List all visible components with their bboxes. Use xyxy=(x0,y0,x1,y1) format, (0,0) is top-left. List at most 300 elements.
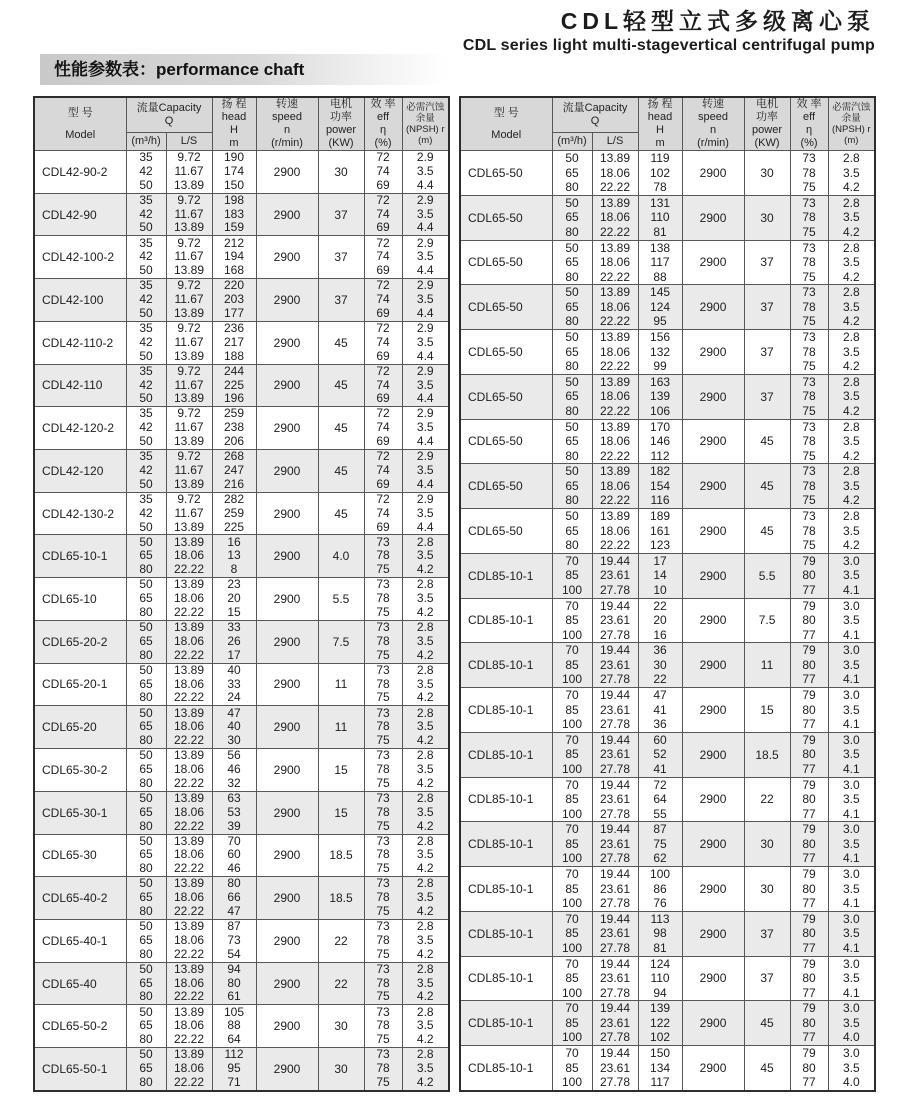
cell-npsh: 3.0 3.5 4.0 xyxy=(828,1046,875,1092)
cell-npsh: 2.9 3.5 4.4 xyxy=(402,279,449,322)
cell-eff: 79 80 77 xyxy=(790,822,828,867)
cell-power: 45 xyxy=(744,1001,790,1046)
cell-speed: 2900 xyxy=(256,321,318,364)
cell-head: 80 66 47 xyxy=(212,877,256,920)
table-row xyxy=(34,236,449,279)
table-row xyxy=(34,193,449,236)
cell-capacity: 50 65 80 xyxy=(126,663,166,706)
table-row xyxy=(34,279,449,322)
cell-head: 33 26 17 xyxy=(212,620,256,663)
cell-capacity: 70 85 100 xyxy=(552,867,592,912)
cell-npsh: 2.9 3.5 4.4 xyxy=(402,236,449,279)
cell-eff: 72 74 69 xyxy=(364,364,402,407)
cell-model: CDL65-20-2 xyxy=(34,620,126,663)
cell-model: CDL65-50 xyxy=(460,285,552,330)
cell-npsh: 2.8 3.5 4.2 xyxy=(402,877,449,920)
tables-container xyxy=(33,96,876,1090)
cell-head: 40 33 24 xyxy=(212,663,256,706)
cell-head: 139 122 102 xyxy=(638,1001,682,1046)
cell-head: 138 117 88 xyxy=(638,240,682,285)
col-header-eff: 效 率 eff η (%) xyxy=(364,97,402,151)
cell-head: 145 124 95 xyxy=(638,285,682,330)
cell-speed: 2900 xyxy=(682,374,744,419)
cell-capacity: 70 85 100 xyxy=(552,777,592,822)
cell-speed: 2900 xyxy=(256,578,318,621)
cell-head: 182 154 116 xyxy=(638,464,682,509)
col-header-model: 型 号 Model xyxy=(460,97,552,151)
cell-model: CDL85-10-1 xyxy=(460,688,552,733)
cell-model: CDL65-50 xyxy=(460,509,552,554)
cell-npsh: 2.8 3.5 4.2 xyxy=(402,578,449,621)
cell-ls: 13.89 18.06 22.22 xyxy=(166,620,212,663)
cell-ls: 13.89 18.06 22.22 xyxy=(592,509,638,554)
cell-ls: 19.44 23.61 27.78 xyxy=(592,956,638,1001)
cell-eff: 73 78 75 xyxy=(790,285,828,330)
cell-npsh: 2.8 3.5 4.2 xyxy=(402,962,449,1005)
cell-capacity: 35 42 50 xyxy=(126,321,166,364)
cell-npsh: 2.8 3.5 4.2 xyxy=(828,195,875,240)
cell-power: 37 xyxy=(744,240,790,285)
cell-power: 37 xyxy=(744,285,790,330)
cell-head: 259 238 206 xyxy=(212,407,256,450)
cell-power: 37 xyxy=(744,330,790,375)
cell-ls: 19.44 23.61 27.78 xyxy=(592,911,638,956)
cell-eff: 72 74 69 xyxy=(364,450,402,493)
table-row xyxy=(34,407,449,450)
cell-speed: 2900 xyxy=(256,749,318,792)
cell-head: 268 247 216 xyxy=(212,450,256,493)
cell-eff: 73 78 75 xyxy=(364,919,402,962)
table-row xyxy=(460,1046,875,1092)
cell-capacity: 35 42 50 xyxy=(126,407,166,450)
cell-power: 45 xyxy=(318,450,364,493)
cell-speed: 2900 xyxy=(256,236,318,279)
cell-speed: 2900 xyxy=(256,151,318,194)
cell-ls: 13.89 18.06 22.22 xyxy=(166,791,212,834)
table-row xyxy=(34,450,449,493)
cell-power: 30 xyxy=(318,151,364,194)
cell-speed: 2900 xyxy=(682,598,744,643)
table-row xyxy=(460,240,875,285)
cell-head: 212 194 168 xyxy=(212,236,256,279)
cell-model: CDL42-110 xyxy=(34,364,126,407)
cell-model: CDL65-40 xyxy=(34,962,126,1005)
table-row xyxy=(34,919,449,962)
cell-npsh: 3.0 3.5 4.0 xyxy=(828,1001,875,1046)
cell-head: 236 217 188 xyxy=(212,321,256,364)
table-row xyxy=(34,663,449,706)
cell-npsh: 3.0 3.5 4.1 xyxy=(828,553,875,598)
cell-head: 282 259 225 xyxy=(212,492,256,535)
cell-eff: 73 78 75 xyxy=(790,509,828,554)
cell-ls: 19.44 23.61 27.78 xyxy=(592,643,638,688)
table-row xyxy=(460,553,875,598)
cell-head: 113 98 81 xyxy=(638,911,682,956)
cell-head: 60 52 41 xyxy=(638,732,682,777)
cell-capacity: 35 42 50 xyxy=(126,279,166,322)
cell-capacity: 70 85 100 xyxy=(552,1001,592,1046)
cell-eff: 72 74 69 xyxy=(364,193,402,236)
cell-eff: 73 78 75 xyxy=(790,151,828,196)
cell-model: CDL65-20 xyxy=(34,706,126,749)
cell-capacity: 35 42 50 xyxy=(126,492,166,535)
cell-eff: 73 78 75 xyxy=(364,663,402,706)
section-title: 性能参数表：performance chaft xyxy=(54,60,305,79)
cell-head: 17 14 10 xyxy=(638,553,682,598)
cell-head: 70 60 46 xyxy=(212,834,256,877)
col-header-power: 电机 功率 power (KW) xyxy=(744,97,790,151)
cell-power: 37 xyxy=(744,911,790,956)
cell-model: CDL65-30 xyxy=(34,834,126,877)
cell-speed: 2900 xyxy=(256,706,318,749)
col-header-capacity: 流量Capacity Q xyxy=(552,97,638,133)
cell-ls: 9.72 11.67 13.89 xyxy=(166,193,212,236)
cell-ls: 9.72 11.67 13.89 xyxy=(166,321,212,364)
cell-speed: 2900 xyxy=(682,195,744,240)
cell-capacity: 50 65 80 xyxy=(126,919,166,962)
table-row xyxy=(460,822,875,867)
cell-model: CDL65-50 xyxy=(460,374,552,419)
col-header-power: 电机 功率 power (KW) xyxy=(318,97,364,151)
cell-npsh: 3.0 3.5 4.1 xyxy=(828,822,875,867)
cell-eff: 73 78 75 xyxy=(364,620,402,663)
cell-power: 7.5 xyxy=(318,620,364,663)
cell-eff: 73 78 75 xyxy=(364,962,402,1005)
table-row xyxy=(460,151,875,196)
table-row xyxy=(34,492,449,535)
cell-power: 37 xyxy=(318,236,364,279)
cell-power: 45 xyxy=(318,321,364,364)
cell-power: 18.5 xyxy=(744,732,790,777)
cell-npsh: 3.0 3.5 4.1 xyxy=(828,598,875,643)
cell-power: 37 xyxy=(318,279,364,322)
cell-ls: 13.89 18.06 22.22 xyxy=(166,962,212,1005)
cell-power: 15 xyxy=(744,688,790,733)
cell-speed: 2900 xyxy=(256,279,318,322)
cell-npsh: 2.9 3.5 4.4 xyxy=(402,364,449,407)
page-subtitle: CDL series light multi-stagevertical centrifugal pump xyxy=(462,37,875,54)
table-row xyxy=(34,877,449,920)
cell-eff: 79 80 77 xyxy=(790,867,828,912)
cell-capacity: 50 65 80 xyxy=(552,285,592,330)
cell-speed: 2900 xyxy=(682,285,744,330)
cell-ls: 9.72 11.67 13.89 xyxy=(166,279,212,322)
cell-model: CDL65-30-2 xyxy=(34,749,126,792)
col-header-model: 型 号 Model xyxy=(34,97,126,151)
cell-speed: 2900 xyxy=(256,535,318,578)
cell-eff: 72 74 69 xyxy=(364,151,402,194)
cell-speed: 2900 xyxy=(682,688,744,733)
cell-ls: 19.44 23.61 27.78 xyxy=(592,867,638,912)
col-header-capacity-ls: L/S xyxy=(166,133,212,151)
cell-model: CDL65-50 xyxy=(460,419,552,464)
cell-head: 119 102 78 xyxy=(638,151,682,196)
cell-eff: 79 80 77 xyxy=(790,777,828,822)
cell-capacity: 50 65 80 xyxy=(552,151,592,196)
cell-power: 30 xyxy=(744,195,790,240)
cell-ls: 9.72 11.67 13.89 xyxy=(166,450,212,493)
table-row xyxy=(460,1001,875,1046)
cell-npsh: 2.8 3.5 4.2 xyxy=(828,464,875,509)
cell-head: 87 73 54 xyxy=(212,919,256,962)
cell-head: 190 174 150 xyxy=(212,151,256,194)
cell-speed: 2900 xyxy=(256,620,318,663)
cell-speed: 2900 xyxy=(682,911,744,956)
table-row xyxy=(34,620,449,663)
cell-model: CDL85-10-1 xyxy=(460,956,552,1001)
cell-npsh: 2.8 3.5 4.2 xyxy=(828,419,875,464)
cell-power: 22 xyxy=(318,962,364,1005)
cell-power: 45 xyxy=(744,1046,790,1092)
table-row xyxy=(460,911,875,956)
cell-capacity: 70 85 100 xyxy=(552,553,592,598)
cell-npsh: 2.8 3.5 4.2 xyxy=(402,535,449,578)
cell-power: 30 xyxy=(318,1048,364,1091)
table-body-right xyxy=(460,151,875,1092)
cell-model: CDL65-20-1 xyxy=(34,663,126,706)
cell-model: CDL85-10-1 xyxy=(460,911,552,956)
cell-power: 30 xyxy=(744,151,790,196)
cell-eff: 73 78 75 xyxy=(364,535,402,578)
cell-model: CDL85-10-1 xyxy=(460,643,552,688)
cell-ls: 13.89 18.06 22.22 xyxy=(166,706,212,749)
cell-npsh: 2.8 3.5 4.2 xyxy=(828,509,875,554)
cell-capacity: 70 85 100 xyxy=(552,598,592,643)
cell-eff: 73 78 75 xyxy=(364,1048,402,1091)
cell-capacity: 50 65 80 xyxy=(126,706,166,749)
cell-power: 18.5 xyxy=(318,834,364,877)
cell-ls: 13.89 18.06 22.22 xyxy=(166,877,212,920)
cell-power: 22 xyxy=(318,919,364,962)
cell-capacity: 50 65 80 xyxy=(552,195,592,240)
cell-head: 22 20 16 xyxy=(638,598,682,643)
cell-power: 15 xyxy=(318,791,364,834)
cell-ls: 9.72 11.67 13.89 xyxy=(166,492,212,535)
cell-eff: 79 80 77 xyxy=(790,688,828,733)
cell-head: 72 64 55 xyxy=(638,777,682,822)
cell-npsh: 2.8 3.5 4.2 xyxy=(402,663,449,706)
cell-npsh: 3.0 3.5 4.1 xyxy=(828,732,875,777)
table-row xyxy=(460,777,875,822)
table-row xyxy=(34,791,449,834)
cell-power: 37 xyxy=(318,193,364,236)
cell-eff: 73 78 75 xyxy=(790,464,828,509)
cell-eff: 79 80 77 xyxy=(790,732,828,777)
cell-head: 105 88 64 xyxy=(212,1005,256,1048)
table-row xyxy=(34,834,449,877)
cell-head: 94 80 61 xyxy=(212,962,256,1005)
cell-power: 30 xyxy=(744,822,790,867)
cell-power: 45 xyxy=(744,419,790,464)
cell-model: CDL85-10-1 xyxy=(460,822,552,867)
cell-capacity: 50 65 80 xyxy=(126,535,166,578)
cell-speed: 2900 xyxy=(682,643,744,688)
table-row xyxy=(460,195,875,240)
cell-ls: 13.89 18.06 22.22 xyxy=(592,240,638,285)
table-row xyxy=(460,464,875,509)
cell-model: CDL65-40-2 xyxy=(34,877,126,920)
cell-eff: 79 80 77 xyxy=(790,911,828,956)
cell-model: CDL65-40-1 xyxy=(34,919,126,962)
cell-model: CDL65-30-1 xyxy=(34,791,126,834)
cell-ls: 9.72 11.67 13.89 xyxy=(166,364,212,407)
cell-speed: 2900 xyxy=(682,419,744,464)
cell-capacity: 35 42 50 xyxy=(126,236,166,279)
table-row xyxy=(460,509,875,554)
cell-model: CDL65-50-2 xyxy=(34,1005,126,1048)
cell-model: CDL42-100-2 xyxy=(34,236,126,279)
spec-table-right xyxy=(459,96,876,1092)
cell-eff: 73 78 75 xyxy=(790,374,828,419)
table-body-left xyxy=(34,151,449,1092)
cell-head: 124 110 94 xyxy=(638,956,682,1001)
cell-power: 37 xyxy=(744,956,790,1001)
cell-eff: 73 78 75 xyxy=(364,749,402,792)
table-header xyxy=(34,97,449,151)
cell-ls: 13.89 18.06 22.22 xyxy=(592,285,638,330)
cell-npsh: 2.8 3.5 4.2 xyxy=(828,151,875,196)
cell-speed: 2900 xyxy=(682,956,744,1001)
cell-capacity: 50 65 80 xyxy=(552,464,592,509)
cell-speed: 2900 xyxy=(682,553,744,598)
cell-capacity: 50 65 80 xyxy=(126,1005,166,1048)
col-header-capacity-m3h: (m³/h) xyxy=(126,133,166,151)
cell-model: CDL85-10-1 xyxy=(460,553,552,598)
cell-power: 45 xyxy=(318,492,364,535)
cell-eff: 79 80 77 xyxy=(790,598,828,643)
col-header-capacity: 流量Capacity Q xyxy=(126,97,212,133)
col-header-eff: 效 率 eff η (%) xyxy=(790,97,828,151)
cell-power: 11 xyxy=(318,663,364,706)
table-row xyxy=(460,732,875,777)
col-header-head: 扬 程 head H m xyxy=(638,97,682,151)
cell-head: 100 86 76 xyxy=(638,867,682,912)
cell-power: 11 xyxy=(744,643,790,688)
table-row xyxy=(34,578,449,621)
cell-capacity: 50 65 80 xyxy=(126,1048,166,1091)
cell-capacity: 70 85 100 xyxy=(552,911,592,956)
col-header-npsh: 必需汽蚀 余量 (NPSH) r (m) xyxy=(402,97,449,151)
page-title: CDL轻型立式多级离心泵 xyxy=(560,8,875,34)
cell-head: 220 203 177 xyxy=(212,279,256,322)
cell-capacity: 50 65 80 xyxy=(126,962,166,1005)
cell-power: 22 xyxy=(744,777,790,822)
cell-npsh: 2.8 3.5 4.2 xyxy=(402,1048,449,1091)
cell-model: CDL85-10-1 xyxy=(460,1046,552,1092)
cell-power: 45 xyxy=(318,407,364,450)
cell-head: 112 95 71 xyxy=(212,1048,256,1091)
cell-capacity: 70 85 100 xyxy=(552,688,592,733)
cell-eff: 79 80 77 xyxy=(790,956,828,1001)
col-header-capacity-m3h: (m³/h) xyxy=(552,133,592,151)
cell-npsh: 2.8 3.5 4.2 xyxy=(828,330,875,375)
cell-model: CDL85-10-1 xyxy=(460,867,552,912)
cell-speed: 2900 xyxy=(256,962,318,1005)
cell-head: 23 20 15 xyxy=(212,578,256,621)
table-row xyxy=(460,867,875,912)
cell-head: 16 13 8 xyxy=(212,535,256,578)
cell-eff: 73 78 75 xyxy=(364,877,402,920)
table-row xyxy=(34,151,449,194)
cell-npsh: 2.8 3.5 4.2 xyxy=(402,791,449,834)
cell-head: 170 146 112 xyxy=(638,419,682,464)
cell-ls: 13.89 18.06 22.22 xyxy=(166,834,212,877)
cell-speed: 2900 xyxy=(682,330,744,375)
section-header-bar xyxy=(40,54,470,85)
cell-power: 45 xyxy=(744,464,790,509)
cell-ls: 19.44 23.61 27.78 xyxy=(592,822,638,867)
cell-head: 47 41 36 xyxy=(638,688,682,733)
cell-npsh: 3.0 3.5 4.1 xyxy=(828,956,875,1001)
cell-model: CDL42-120-2 xyxy=(34,407,126,450)
cell-npsh: 3.0 3.5 4.1 xyxy=(828,867,875,912)
cell-model: CDL65-50 xyxy=(460,195,552,240)
table-row xyxy=(34,364,449,407)
cell-npsh: 2.8 3.5 4.2 xyxy=(402,1005,449,1048)
cell-power: 37 xyxy=(744,374,790,419)
table-row xyxy=(460,956,875,1001)
cell-ls: 13.89 18.06 22.22 xyxy=(592,330,638,375)
cell-model: CDL85-10-1 xyxy=(460,1001,552,1046)
cell-model: CDL65-50 xyxy=(460,464,552,509)
cell-capacity: 50 65 80 xyxy=(126,749,166,792)
cell-head: 156 132 99 xyxy=(638,330,682,375)
cell-ls: 13.89 18.06 22.22 xyxy=(592,464,638,509)
cell-speed: 2900 xyxy=(256,193,318,236)
cell-speed: 2900 xyxy=(682,151,744,196)
cell-speed: 2900 xyxy=(682,822,744,867)
cell-power: 30 xyxy=(744,867,790,912)
cell-power: 11 xyxy=(318,706,364,749)
cell-capacity: 35 42 50 xyxy=(126,450,166,493)
cell-head: 63 53 39 xyxy=(212,791,256,834)
cell-ls: 19.44 23.61 27.78 xyxy=(592,1046,638,1092)
cell-power: 5.5 xyxy=(744,553,790,598)
cell-capacity: 70 85 100 xyxy=(552,956,592,1001)
cell-npsh: 2.9 3.5 4.4 xyxy=(402,407,449,450)
cell-npsh: 2.8 3.5 4.2 xyxy=(402,620,449,663)
cell-ls: 13.89 18.06 22.22 xyxy=(166,535,212,578)
cell-speed: 2900 xyxy=(256,663,318,706)
cell-power: 18.5 xyxy=(318,877,364,920)
cell-model: CDL65-10 xyxy=(34,578,126,621)
cell-ls: 19.44 23.61 27.78 xyxy=(592,598,638,643)
cell-eff: 73 78 75 xyxy=(790,195,828,240)
cell-speed: 2900 xyxy=(256,877,318,920)
cell-capacity: 70 85 100 xyxy=(552,1046,592,1092)
cell-capacity: 35 42 50 xyxy=(126,151,166,194)
cell-ls: 13.89 18.06 22.22 xyxy=(166,919,212,962)
page-header xyxy=(463,3,875,55)
cell-eff: 73 78 75 xyxy=(790,419,828,464)
cell-capacity: 50 65 80 xyxy=(126,578,166,621)
cell-capacity: 50 65 80 xyxy=(552,330,592,375)
cell-capacity: 50 65 80 xyxy=(552,419,592,464)
cell-ls: 13.89 18.06 22.22 xyxy=(166,663,212,706)
cell-ls: 9.72 11.67 13.89 xyxy=(166,236,212,279)
table-row xyxy=(34,1048,449,1091)
cell-speed: 2900 xyxy=(682,1001,744,1046)
cell-capacity: 70 85 100 xyxy=(552,732,592,777)
cell-head: 189 161 123 xyxy=(638,509,682,554)
cell-speed: 2900 xyxy=(682,777,744,822)
cell-model: CDL85-10-1 xyxy=(460,598,552,643)
cell-npsh: 3.0 3.5 4.1 xyxy=(828,643,875,688)
cell-speed: 2900 xyxy=(256,791,318,834)
cell-capacity: 50 65 80 xyxy=(126,877,166,920)
cell-capacity: 50 65 80 xyxy=(552,509,592,554)
cell-head: 198 183 159 xyxy=(212,193,256,236)
